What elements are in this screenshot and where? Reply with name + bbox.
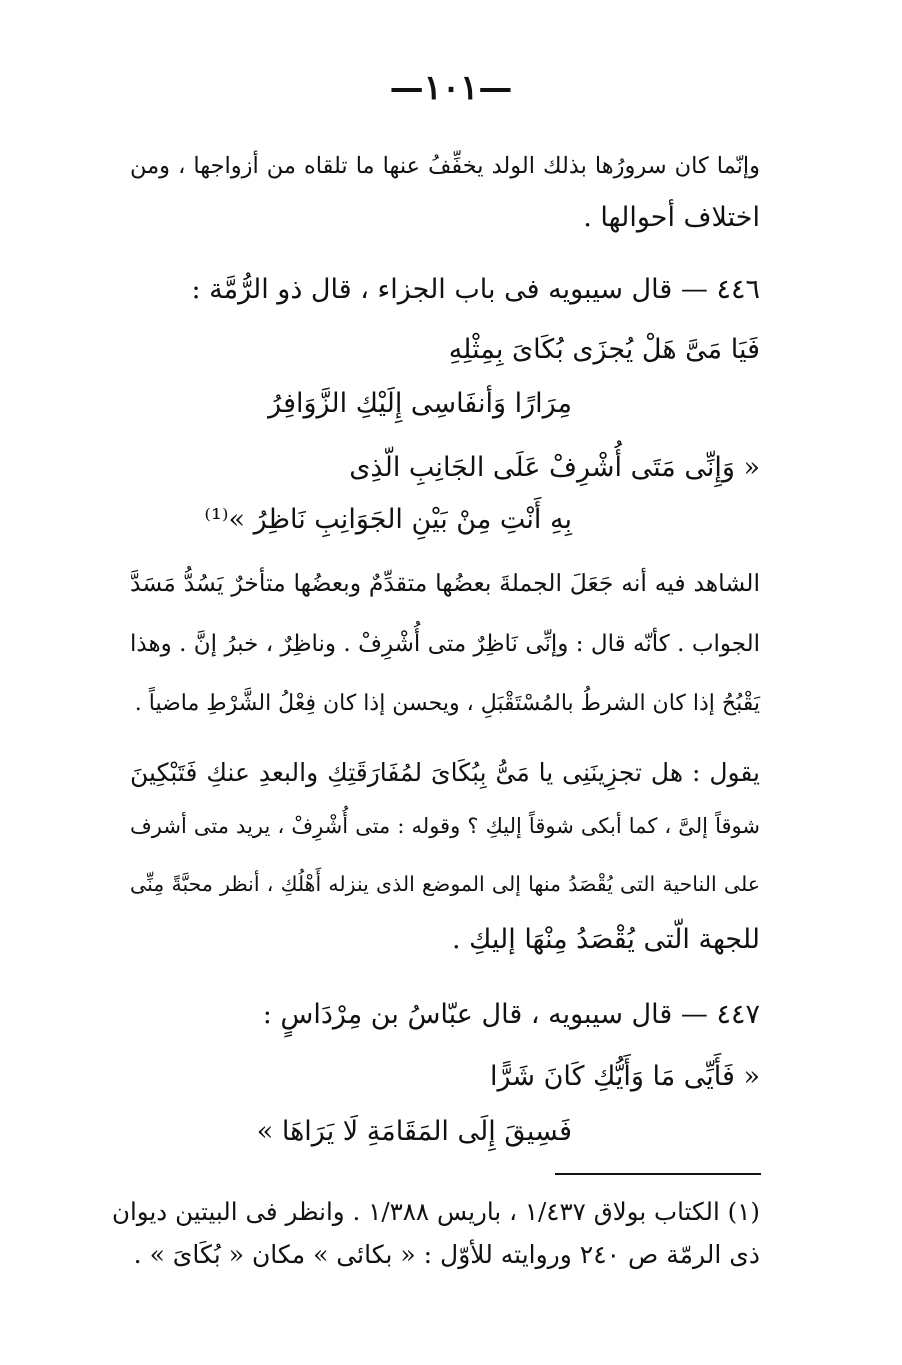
prose-line: على الناحية التى يُقْصَدُ منها إلى الموضع الذى ينزله أَهْلُكِ ، أنظر محبَّةً مِنِّى <box>130 872 760 896</box>
entry-heading-446: ٤٤٦ — قال سيبويه فى باب الجزاء ، قال ذو الرُّمَّة : <box>191 274 760 305</box>
prose-line: وإنّما كان سرورُها بذلك الولد يخفِّفُ عنها ما تلقاه من أزواجها ، ومن <box>130 153 760 179</box>
entry-heading-447: ٤٤٧ — قال سيبويه ، قال عبّاسُ بن مِرْدَاسٍ : <box>262 999 760 1030</box>
prose-line: اختلاف أحوالها . <box>583 202 760 233</box>
footnote-line: ذى الرمّة ص ٢٤٠ وروايته للأوّل : « بكائى » مكان « بُكَاىَ » . <box>133 1240 760 1269</box>
prose-line: الجواب . كأنّه قال : وإنِّى نَاظِرٌ متى أُشْرِفْ . وناظِرٌ ، خبرُ إنَّ . وهذا <box>130 631 760 657</box>
footnote-divider <box>555 1173 761 1175</box>
prose-line: الشاهد فيه أنه جَعَلَ الجملةَ بعضُها متقدِّمٌ وبعضُها متأخرٌ يَسُدُّ مَسَدَّ <box>130 569 760 597</box>
verse-hemistich: بِهِ أَنْتِ مِنْ بَيْنِ الجَوَانِبِ نَاظِرُ »⁽¹⁾ <box>204 504 572 535</box>
verse-hemistich: « وَإِنِّى مَتَى أُشْرِفْ عَلَى الجَانِبِ الّذِى <box>349 452 760 483</box>
verse-hemistich: فَيَا مَىَّ هَلْ يُجزَى بُكَاىَ بِمِثْلِهِ <box>448 334 760 365</box>
verse-hemistich: فَسِيقَ إِلَى المَقَامَةِ لَا يَرَاهَا » <box>256 1116 572 1147</box>
prose-line: شوقاً إلىَّ ، كما أبكى شوقاً إليكِ ؟ وقوله : متى أُشْرِفْ ، يريد متى أشرف <box>130 814 760 838</box>
page-number: —١٠١— <box>389 68 513 108</box>
prose-line: يَقْبُحُ إذا كان الشرطُ بالمُسْتَقْبَلِ ، ويحسن إذا كان فِعْلُ الشَّرْطِ ماضياً . <box>134 691 760 716</box>
prose-line: يقول : هل تجزِينَنِى يا مَىُّ بِبُكَاىَ لمُفَارَقَتِكِ والبعدِ عنكِ فَتَبْكِينَ <box>130 758 760 787</box>
verse-hemistich: « فَأَيِّى مَا وَأَيُّكِ كَانَ شَرًّا <box>489 1061 760 1092</box>
prose-line: للجهة الّتى يُقْصَدُ مِنْهَا إليكِ . <box>451 924 760 955</box>
footnote-line: (١) الكتاب بولاق ١/٤٣٧ ، باريس ١/٣٨٨ . وانظر فى البيتين ديوان <box>112 1197 760 1226</box>
verse-hemistich: مِرَارًا وَأنفَاسِى إِلَيْكِ الزَّوَافِرُ <box>268 388 572 419</box>
